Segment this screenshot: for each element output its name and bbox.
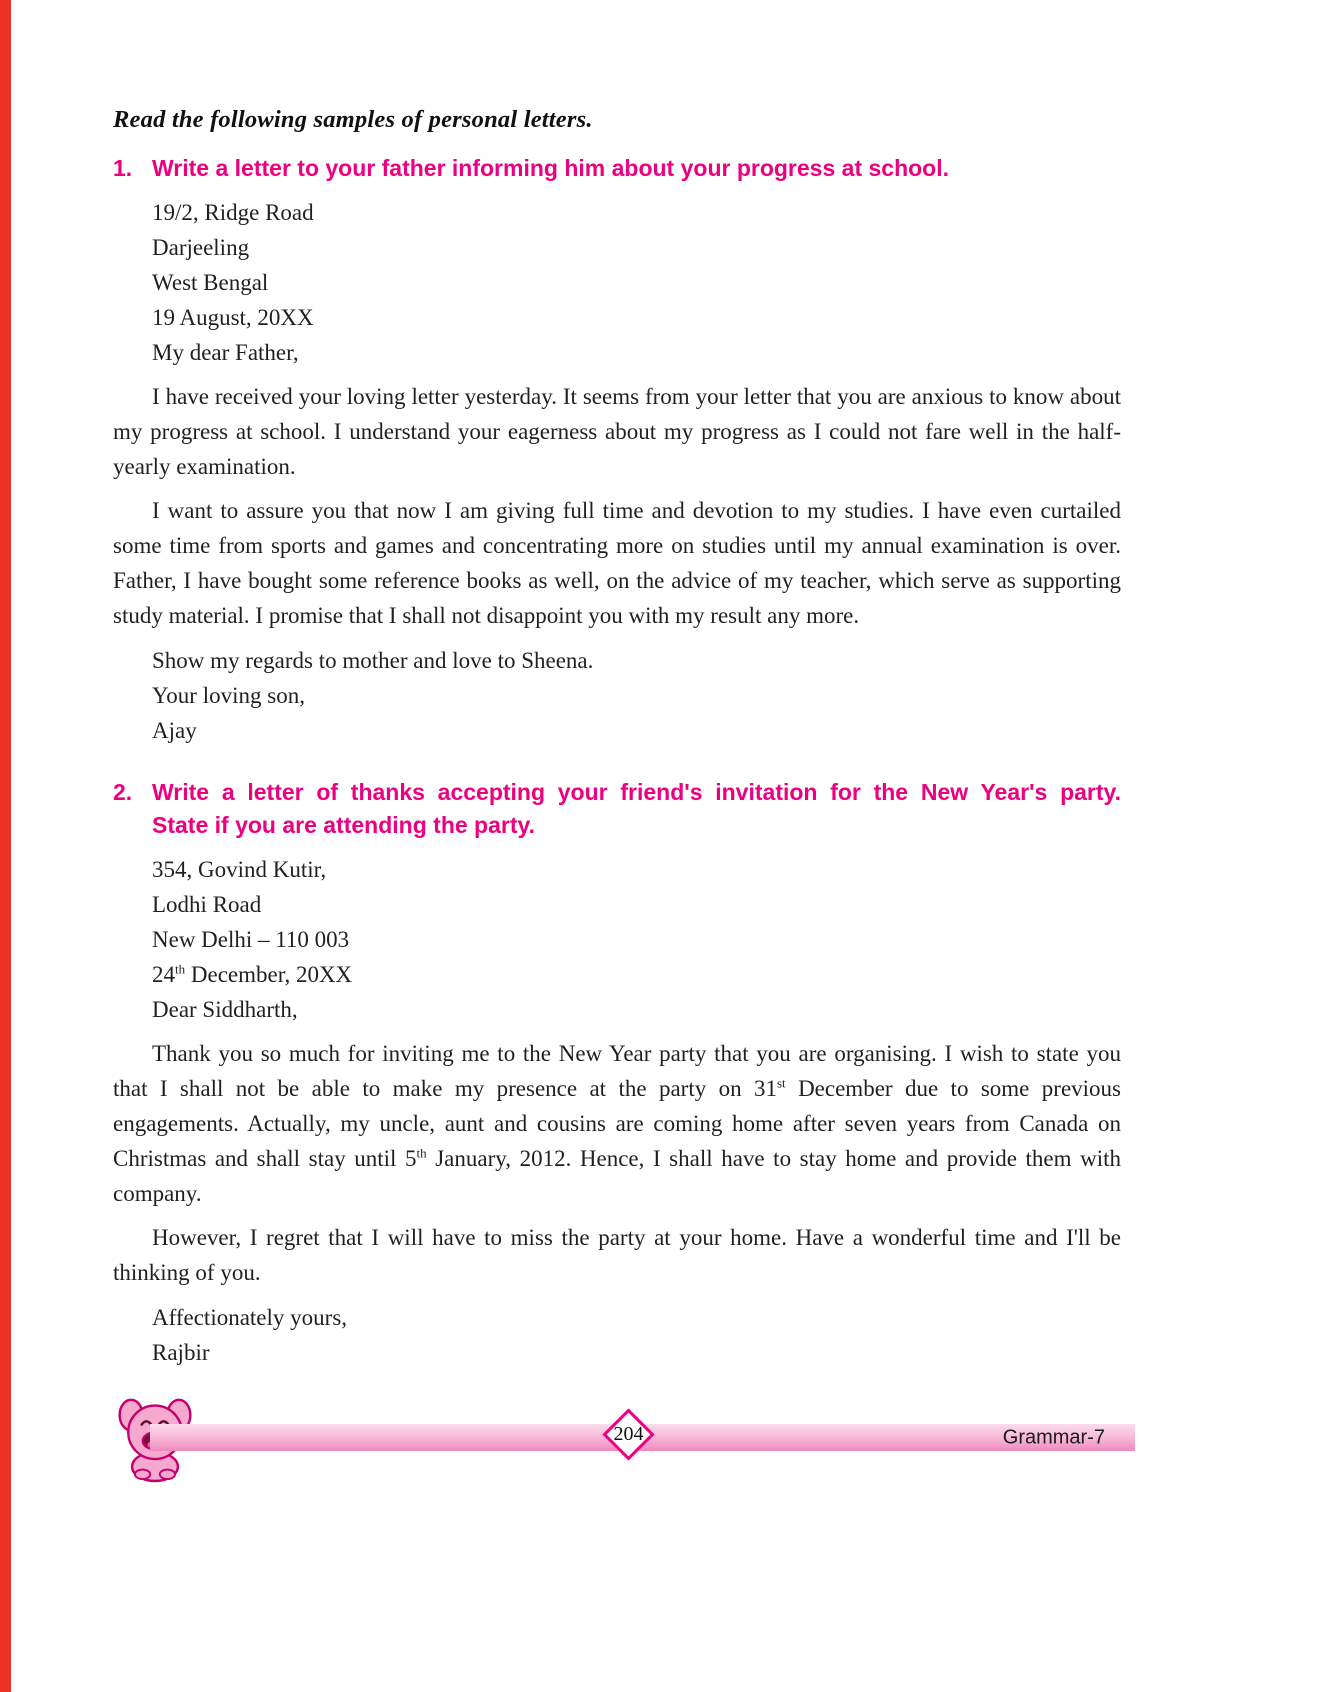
date-rest: December, 20XX bbox=[185, 962, 353, 987]
letter-2 bbox=[113, 852, 1121, 1370]
address-line: New Delhi – 110 003 bbox=[152, 927, 350, 952]
ordinal-superscript: st bbox=[777, 1075, 786, 1091]
letter-1 bbox=[113, 195, 1121, 748]
question-2-prompt-line-2: State if you are attending the party. bbox=[152, 812, 535, 838]
address-line: Lodhi Road bbox=[152, 892, 262, 917]
letter-paragraph bbox=[113, 1036, 1121, 1211]
date-line: 19 August, 20XX bbox=[152, 305, 314, 330]
address-line: 354, Govind Kutir, bbox=[152, 857, 327, 882]
salutation: My dear Father, bbox=[152, 340, 299, 365]
letter-paragraph: I want to assure you that now I am giving full time and devotion to my studies. I have even curtailed some time from sports and games and concentrating more on studies until my annual examination is over. Father, I have bought some reference books as well, on the advice of my teacher, which serve as supporting study material. I promise that I shall not disappoint you with my result any more. bbox=[113, 498, 1121, 628]
letter-paragraph: I have received your loving letter yesterday. It seems from your letter that you are anxious to know about my progress at school. I understand your eagerness about my progress as I could not fare well in the half-yearly examination. bbox=[113, 384, 1121, 479]
question-1-prompt: Write a letter to your father informing him about your progress at school. bbox=[152, 155, 950, 181]
ordinal-superscript: th bbox=[416, 1145, 427, 1161]
paragraph-segment: January, 2012. Hence, I shall have to stay home and provide them with company. bbox=[113, 1146, 1121, 1206]
date-day: 24 bbox=[152, 962, 175, 987]
date-ordinal: th bbox=[175, 961, 186, 977]
salutation: Dear Siddharth, bbox=[152, 997, 298, 1022]
question-2-prompt-line-1: Write a letter of thanks accepting your friend's invitation for the New Year's party. bbox=[152, 779, 1121, 805]
paragraph-segment: Thank you so much for inviting me to the New Year party that you are organising. I wish to state you that I shall not be able to make my presence at the party on 31 bbox=[113, 1041, 1121, 1101]
question-1 bbox=[113, 152, 1121, 185]
closing-line: Affectionately yours, bbox=[152, 1305, 348, 1330]
letter-paragraph: However, I regret that I will have to miss the party at your home. Have a wonderful time and I'll be thinking of you. bbox=[113, 1225, 1121, 1285]
page-number: 204 bbox=[613, 1423, 644, 1445]
section-intro-heading: Read the following samples of personal letters. bbox=[113, 106, 593, 133]
date-line bbox=[152, 957, 1121, 992]
signature-line: Rajbir bbox=[152, 1340, 210, 1365]
regards-line: Show my regards to mother and love to Sheena. bbox=[152, 648, 594, 673]
page-number-diamond bbox=[602, 1408, 654, 1460]
page-edge-strip bbox=[0, 0, 11, 1692]
address-line: West Bengal bbox=[152, 270, 269, 295]
book-title: Grammar-7 bbox=[1002, 1426, 1105, 1448]
question-2 bbox=[113, 776, 1121, 842]
footer-bar bbox=[150, 1424, 1135, 1451]
question-1-number: 1. bbox=[113, 155, 133, 181]
address-line: Darjeeling bbox=[152, 235, 250, 260]
question-2-prompt bbox=[152, 776, 1121, 842]
paragraph-segment: December due to some previous engagements. Actually, my uncle, aunt and cousins are coming home after seven years from Canada on Christmas and shall stay until 5 bbox=[113, 1076, 1121, 1171]
question-2-number: 2. bbox=[113, 779, 133, 805]
address-line: 19/2, Ridge Road bbox=[152, 200, 314, 225]
closing-line: Your loving son, bbox=[152, 683, 305, 708]
page-content bbox=[113, 104, 1121, 1370]
signature-line: Ajay bbox=[152, 718, 197, 743]
